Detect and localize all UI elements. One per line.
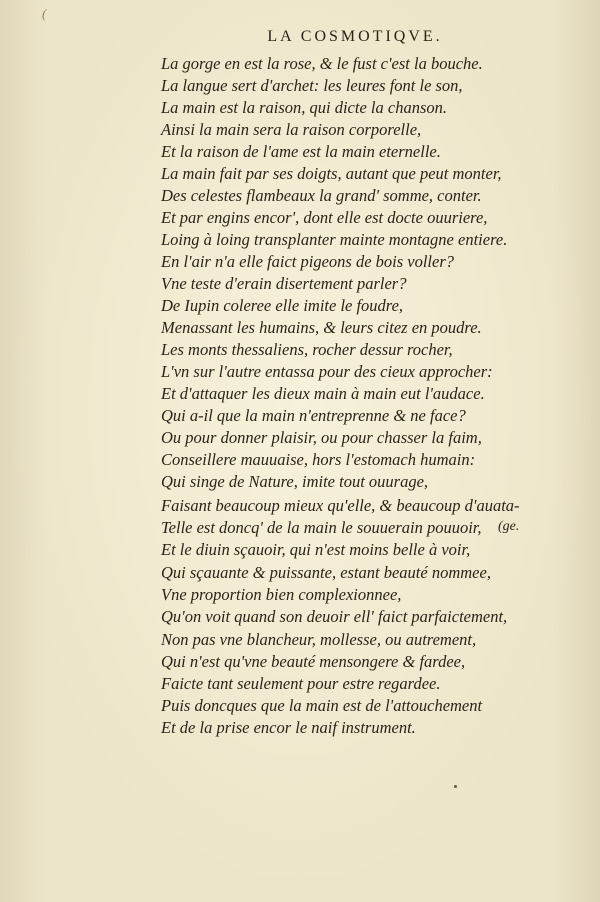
poem-line: Qui n'est qu'vne beauté mensongere & fardee, (161, 652, 466, 671)
poem-line: Non pas vne blancheur, mollesse, ou autrement, (161, 630, 477, 649)
running-head: LA COSMOTIQVE. (267, 28, 443, 45)
poem-line: Conseillere mauuaise, hors l'estomach humain: (161, 450, 476, 469)
poem-line: La gorge en est la rose, & le fust c'est la bouche. (161, 54, 483, 73)
poem-line: Menassant les humains, & leurs citez en poudre. (161, 318, 482, 337)
poem-line: Qui sçauante & puissante, estant beauté nommee, (161, 563, 491, 582)
poem-line: Et la raison de l'ame est la main eternelle. (161, 142, 441, 161)
poem-line: Et d'attaquer les dieux main à main eut l'audace. (161, 384, 485, 403)
poem-line: Vne proportion bien complexionnee, (161, 585, 402, 604)
poem-line: Faicte tant seulement pour estre regardee. (161, 674, 441, 693)
catchword: (ge. (498, 519, 520, 534)
poem-line: Loing à loing transplanter mainte montagne entiere. (161, 230, 508, 249)
poem-line: Vne teste d'erain disertement parler? (161, 274, 407, 293)
poem-line: Ainsi la main sera la raison corporelle, (161, 120, 422, 139)
poem-line: La main fait par ses doigts, autant que peut monter, (161, 164, 502, 183)
poem-line: Des celestes flambeaux la grand' somme, conter. (161, 186, 482, 205)
poem-line: Ou pour donner plaisir, ou pour chasser la faim, (161, 428, 482, 447)
page-header (0, 28, 600, 46)
poem-line: Et le diuin sçauoir, qui n'est moins belle à voir, (161, 540, 471, 559)
ink-spot (454, 785, 457, 788)
poem-line: Et par engins encor', dont elle est docte ouuriere, (161, 208, 488, 227)
poem-line: Qui singe de Nature, imite tout ouurage, (161, 472, 429, 491)
poem-line: Qui a-il que la main n'entreprenne & ne face? (161, 406, 466, 425)
poem-line: De Iupin coleree elle imite le foudre, (161, 296, 404, 315)
poem-line: Les monts thessaliens, rocher dessur rocher, (161, 340, 453, 359)
poem-line: La main est la raison, qui dicte la chanson. (161, 98, 447, 117)
poem-line: L'vn sur l'autre entassa pour des cieux approcher: (161, 362, 493, 381)
poem-line: Faisant beaucoup mieux qu'elle, & beaucoup d'auata- (161, 496, 520, 515)
corner-mark: ( (42, 6, 47, 21)
poem-line: La langue sert d'archet: les leures font le son, (161, 76, 463, 95)
poem-line: Puis doncques que la main est de l'attouchement (161, 696, 483, 715)
poem-line: En l'air n'a elle faict pigeons de bois voller? (161, 252, 455, 271)
poem-line: Telle est doncq' de la main le souuerain pouuoir, (161, 518, 482, 537)
poem-line: Qu'on voit quand son deuoir ell' faict parfaictement, (161, 607, 508, 626)
poem-line: Et de la prise encor le naif instrument. (161, 718, 416, 737)
